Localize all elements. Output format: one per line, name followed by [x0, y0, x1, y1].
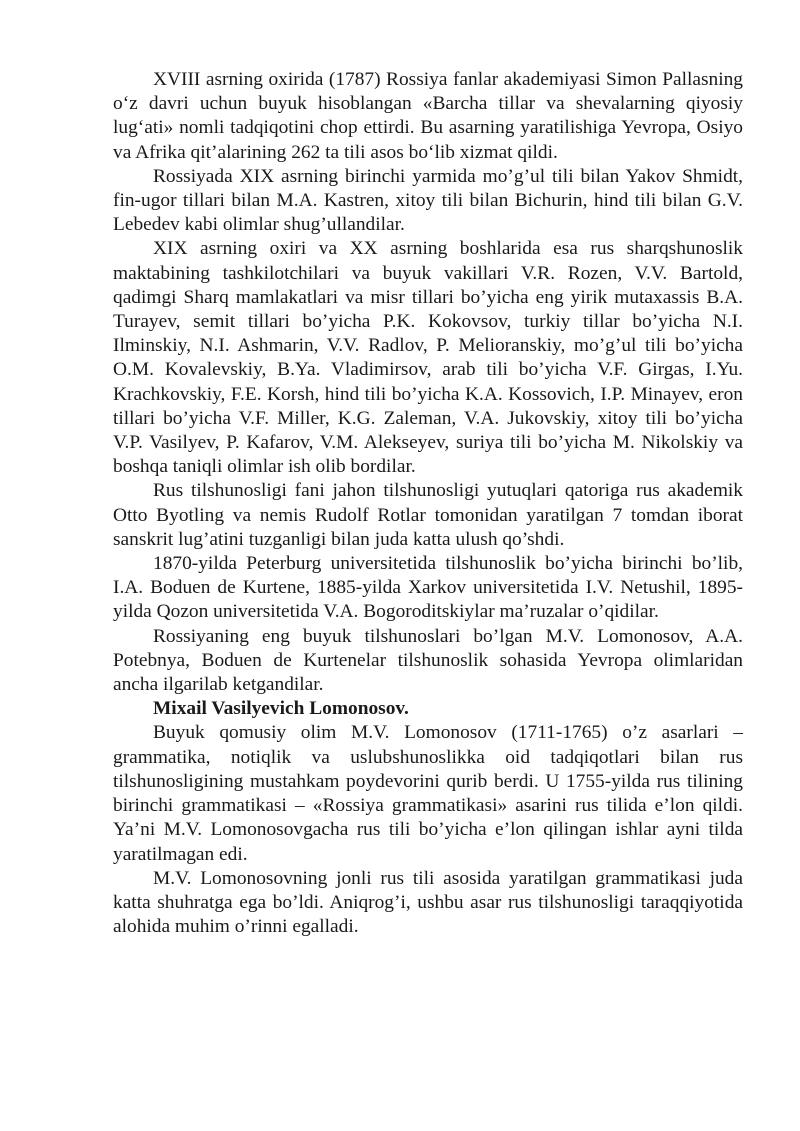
section-heading-lomonosov: Mixail Vasilyevich Lomonosov.: [153, 698, 409, 720]
document-page: [113, 68, 743, 939]
paragraph-pallas-dictionary: XVIII asrning oxirida (1787) Rossiya fanlar akademiyasi Simon Pallasning o‘z davri uchun buyuk hisoblangan «Barcha tillar va shevalarning qiyosiy lug‘ati» nomli tadqiqotini chop ettirdi. Bu asarning yaratilishiga Yevropa, Osiyo va Afrika qit’alarining 262 ta tili asos bo‘lib xizmat qildi.: [113, 69, 743, 163]
paragraph-lomonosov-works: Buyuk qomusiy olim M.V. Lomonosov (1711-1765) o’z asarlari – grammatika, notiqlik va uslubshunoslikka oid tadqiqotlari bilan rus tilshunosligining mustahkam poydevorini qurib berdi. U 1755-yilda rus tilining birinchi grammatikasi – «Rossiya grammatikasi» asarini rus tilida e’lon qildi. Ya’ni M.V. Lomonosovgacha rus tili bo’yicha e’lon qilingan ishlar ayni tilda yaratilmagan edi.: [113, 722, 743, 865]
paragraph-great-linguists: Rossiyaning eng buyuk tilshunoslari bo’lgan M.V. Lomonosov, A.A. Potebnya, Boduen de Kurtenelar tilshunoslik sohasida Yevropa olimlaridan ancha ilgarilab ketgandilar.: [113, 625, 743, 696]
paragraph-university-lectures: 1870-yilda Peterburg universitetida tilshunoslik bo’yicha birinchi bo’lib, I.A. Boduen de Kurtene, 1885-yilda Xarkov universitetida I.V. Netushil, 1895-yilda Qozon universitetida V.A. Bogoroditskiylar ma’ruzalar o’qidilar.: [113, 553, 743, 623]
paragraph-oriental-school: XIX asrning oxiri va XX asrning boshlarida esa rus sharqshunoslik maktabining tashkilotchilari va buyuk vakillari V.R. Rozen, V.V. Bartold, qadimgi Sharq mamlakatlari va misr tillari bo’yicha eng yirik mutaxassis B.A. Turayev, semit tillari bo’yicha P.K. Kokovsov, turkiy tillar bo’yicha N.I. Ilminskiy, N.I. Ashmarin, V.V. Radlov, P. Melioranskiy, mo’g’ul tili bo’yicha O.M. Kovalevskiy, B.Ya. Vladimirsov, arab tili bo’yicha V.F. Girgas, I.Yu. Krachkovskiy, F.E. Korsh, hind tili bo’yicha K.A. Kossovich, I.P. Minayev, eron tillari bo’yicha V.F. Miller, K.G. Zaleman, V.A. Jukovskiy, xitoy tili bo’yicha V.P. Vasilyev, P. Kafarov, V.M. Alekseyev, suriya tili bo’yicha M. Nikolskiy va boshqa taniqli olimlar ish olib bordilar.: [113, 238, 743, 478]
paragraph-sanskrit-dictionary: Rus tilshunosligi fani jahon tilshunosligi yutuqlari qatoriga rus akademik Otto Byotling va nemis Rudolf Rotlar tomonidan yaratilgan 7 tomdan iborat sanskrit lug’atini tuzganligi bilan juda katta ulush qo’shdi.: [113, 480, 743, 550]
paragraph-early-xix-scholars: Rossiyada XIX asrning birinchi yarmida mo’g’ul tili bilan Yakov Shmidt, fin-ugor tillari bilan M.A. Kastren, xitoy tili bilan Bichurin, hind tili bilan G.V. Lebedev kabi olimlar shug’ullandilar.: [113, 165, 743, 236]
paragraph-lomonosov-grammar: M.V. Lomonosovning jonli rus tili asosida yaratilgan grammatikasi juda katta shuhratga ega bo’ldi. Aniqrog’i, ushbu asar rus tilshunosligi taraqqiyotida alohida muhim o’rinni egalladi.: [113, 867, 743, 938]
